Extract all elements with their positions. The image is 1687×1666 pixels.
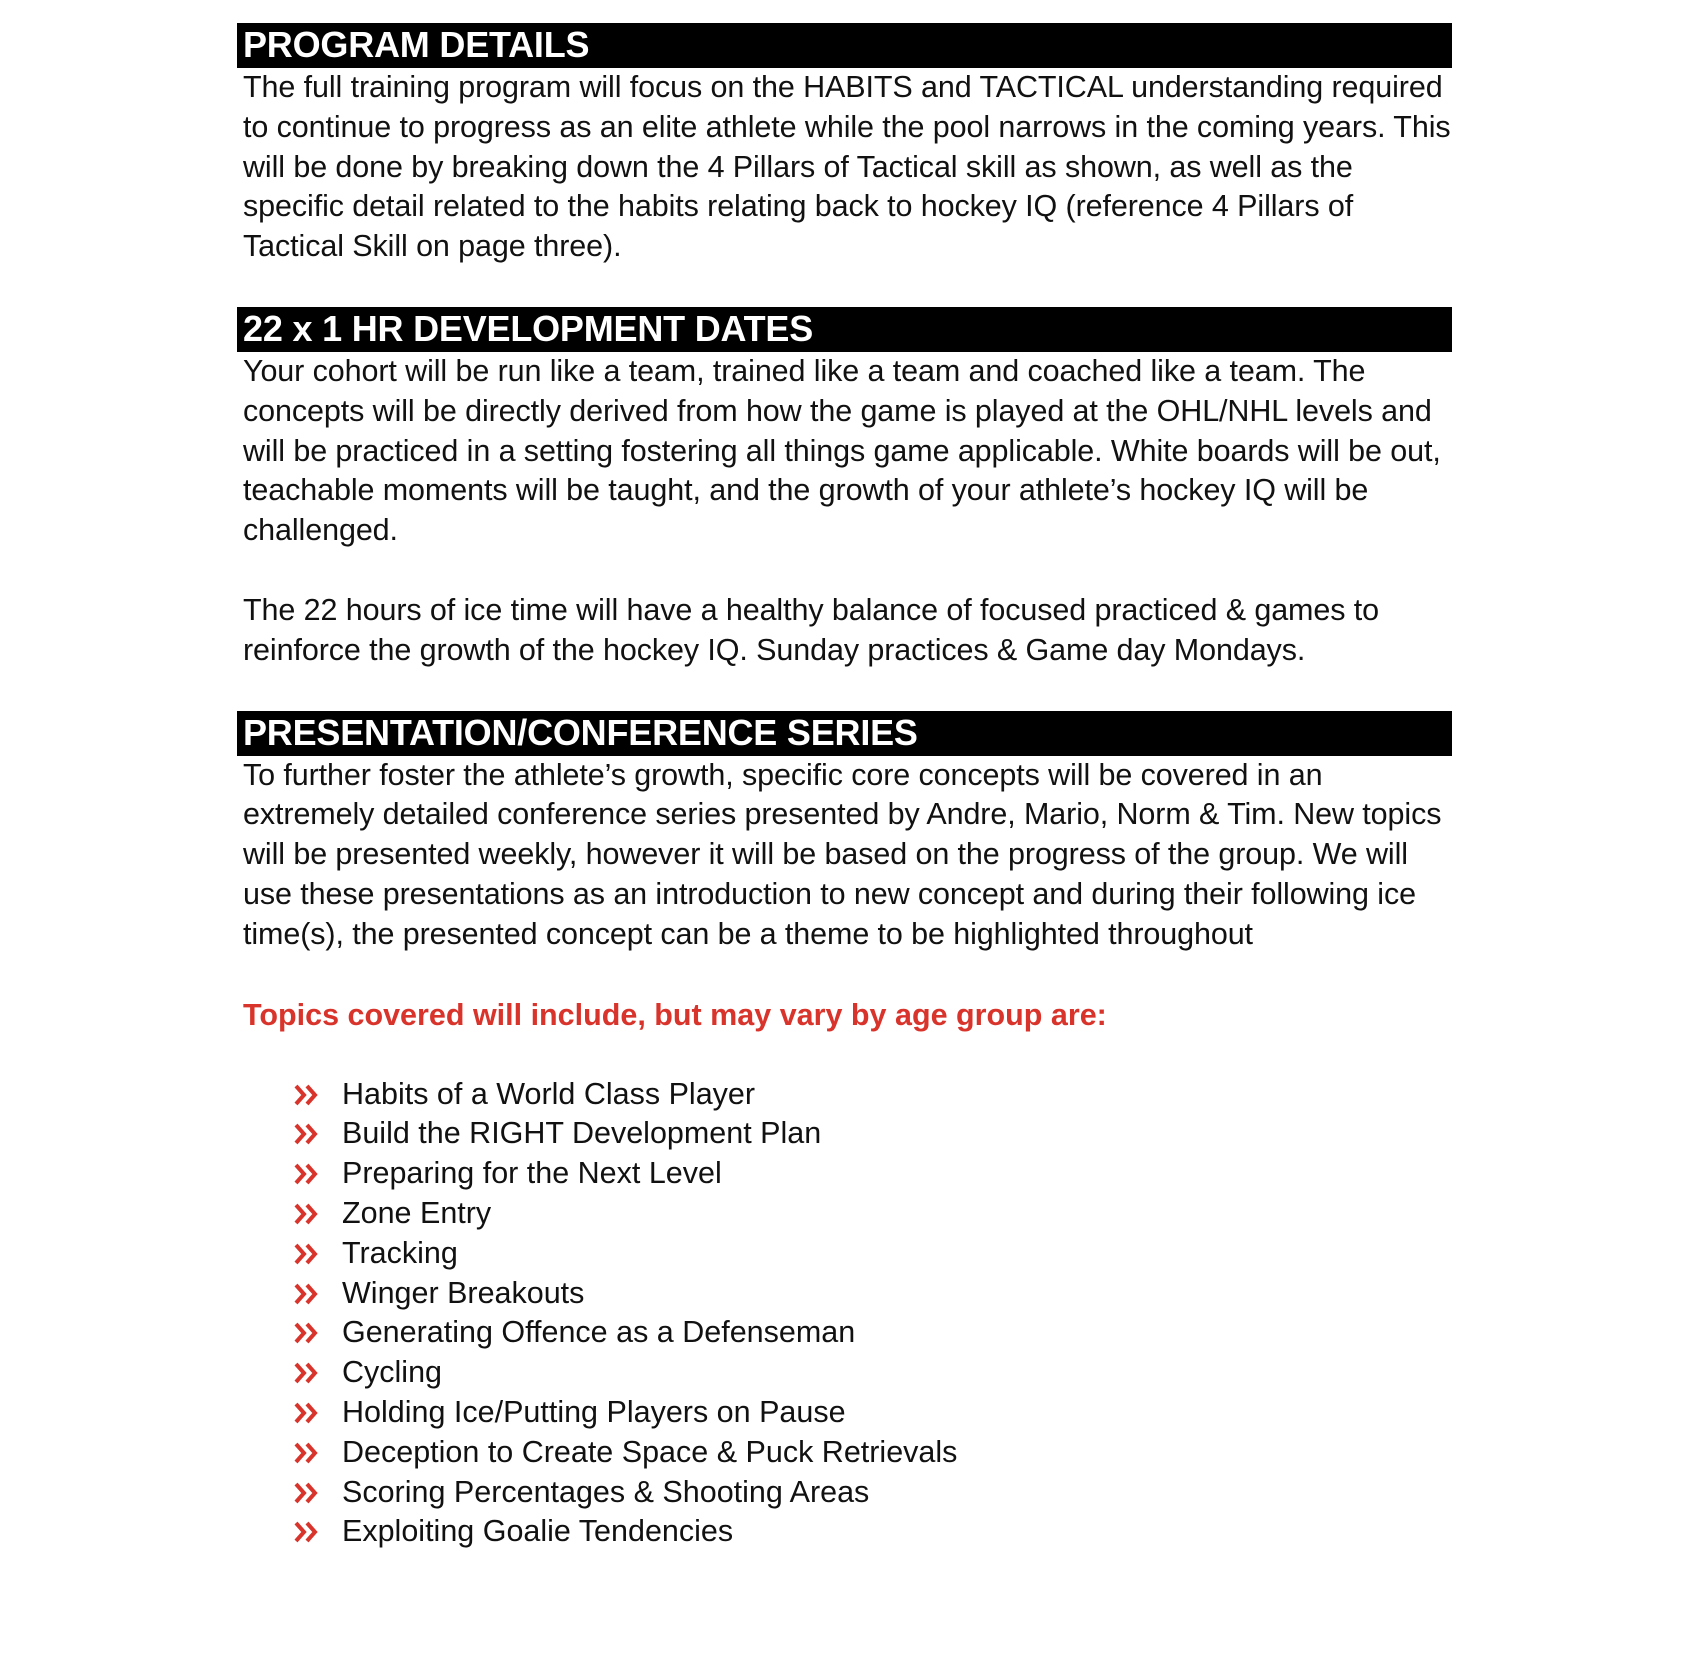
double-chevron-right-icon [293, 1122, 321, 1146]
topic-label: Tracking [342, 1235, 458, 1270]
section-paragraph: To further foster the athlete’s growth, specific core concepts will be covered in an extremely detailed conference series presented by Andre, Mario, Norm & Tim. New topics will be presented weekly, however it will be based on the progress of the group. We will use these presentations as an introduction to new concept and during their following ice time(s), the presented concept can be a theme to be highlighted throughout [243, 757, 1442, 951]
topic-label: Cycling [342, 1355, 443, 1390]
list-item [237, 1274, 1452, 1314]
list-item [237, 1075, 1452, 1115]
section-heading: 22 x 1 HR DEVELOPMENT DATES [237, 307, 1452, 352]
section-development-dates [237, 307, 1452, 671]
section-presentation-series [237, 711, 1452, 1553]
double-chevron-right-icon [293, 1083, 321, 1107]
double-chevron-right-icon [293, 1242, 321, 1266]
list-item [237, 1353, 1452, 1393]
section-paragraph: Your cohort will be run like a team, trained like a team and coached like a team. The concepts will be directly derived from how the game is played at the OHL/NHL levels and will be practiced in a setting fostering all things game applicable. White boards will be out, teachable moments will be taught, and the growth of your athlete’s hockey IQ will be challenged. [243, 353, 1441, 548]
double-chevron-right-icon [293, 1401, 321, 1425]
topic-label: Holding Ice/Putting Players on Pause [342, 1394, 846, 1429]
list-item [237, 1234, 1452, 1274]
list-item [237, 1433, 1452, 1473]
double-chevron-right-icon [293, 1441, 321, 1465]
topics-heading: Topics covered will include, but may vary by age group are: [243, 997, 1107, 1032]
list-item [237, 1512, 1452, 1552]
list-item [237, 1194, 1452, 1234]
double-chevron-right-icon [293, 1162, 321, 1186]
document-page [237, 23, 1452, 1552]
double-chevron-right-icon [293, 1520, 321, 1544]
topic-label: Scoring Percentages & Shooting Areas [342, 1474, 870, 1509]
topic-label: Zone Entry [342, 1195, 492, 1230]
list-item [237, 1473, 1452, 1513]
double-chevron-right-icon [293, 1361, 321, 1385]
section-paragraph: The 22 hours of ice time will have a healthy balance of focused practiced & games to reinforce the growth of the hockey IQ. Sunday practices & Game day Mondays. [243, 592, 1379, 667]
section-program-details [237, 23, 1452, 267]
topics-list [237, 1075, 1452, 1553]
section-heading: PROGRAM DETAILS [237, 23, 1452, 68]
double-chevron-right-icon [293, 1202, 321, 1226]
section-heading: PRESENTATION/CONFERENCE SERIES [237, 711, 1452, 756]
topic-label: Exploiting Goalie Tendencies [342, 1514, 734, 1549]
list-item [237, 1154, 1452, 1194]
list-item [237, 1393, 1452, 1433]
double-chevron-right-icon [293, 1481, 321, 1505]
double-chevron-right-icon [293, 1282, 321, 1306]
double-chevron-right-icon [293, 1321, 321, 1345]
list-item [237, 1114, 1452, 1154]
topic-label: Build the RIGHT Development Plan [342, 1116, 822, 1151]
topic-label: Winger Breakouts [342, 1275, 585, 1310]
list-item [237, 1313, 1452, 1353]
section-paragraph: The full training program will focus on the HABITS and TACTICAL understanding required to continue to progress as an elite athlete while the pool narrows in the coming years. This will be done by breaking down the 4 Pillars of Tactical skill as shown, as well as the specific detail related to the habits relating back to hockey IQ (reference 4 Pillars of Tactical Skill on page three). [243, 70, 1451, 264]
topic-label: Habits of a World Class Player [342, 1076, 756, 1111]
topic-label: Deception to Create Space & Puck Retrievals [342, 1434, 958, 1469]
topic-label: Generating Offence as a Defenseman [342, 1315, 856, 1350]
topic-label: Preparing for the Next Level [342, 1156, 722, 1191]
